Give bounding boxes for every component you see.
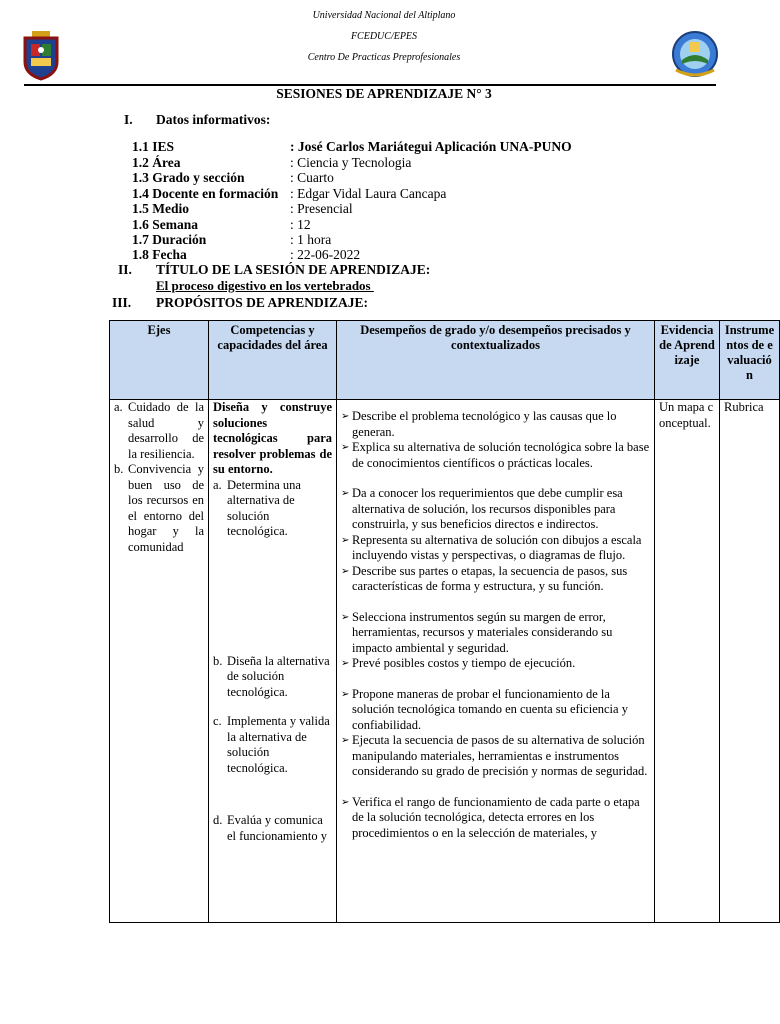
section-1-number: I.	[124, 112, 133, 127]
capacidad-text: Diseña la alternativa de solución tecnológica.	[227, 653, 330, 699]
capacidad-item	[213, 654, 332, 701]
table-header-row	[110, 321, 780, 400]
info-value: : 12	[290, 217, 311, 232]
arrow-bullet-icon: ➢	[341, 534, 350, 546]
eje-marker: a.	[114, 400, 123, 414]
capacidad-marker: a.	[213, 477, 222, 492]
eje-text: Convivencia y buen uso de los recursos en el entorno del hogar y la comunidad	[128, 462, 204, 554]
desempeno-item	[341, 486, 650, 533]
header-desempenos: Desempeños de grado y/o desempeños precisados y contextualizados	[337, 321, 655, 400]
desempeno-text: Ejecuta la secuencia de pasos de su alternativa de solución manipulando materiales, herramientas e instrumentos considerando su grado de precisión y normas de seguridad.	[352, 733, 648, 778]
desempeno-item	[341, 440, 650, 471]
section-3-number: III.	[112, 295, 132, 310]
info-label: 1.4 Docente en formación	[132, 186, 279, 201]
center-name: Centro De Practicas Preprofesionales	[307, 52, 461, 63]
desempeno-item	[341, 409, 650, 440]
arrow-bullet-icon: ➢	[341, 611, 350, 623]
desempeno-text: Describe el problema tecnológico y las causas que lo generan.	[352, 409, 617, 439]
arrow-bullet-icon: ➢	[341, 688, 350, 700]
info-value: : 22-06-2022	[290, 247, 361, 262]
eje-item	[114, 462, 204, 555]
capacidad-marker: b.	[213, 653, 223, 668]
desempenos-cell	[337, 400, 655, 923]
info-value: : Edgar Vidal Laura Cancapa	[290, 186, 447, 201]
university-name: Universidad Nacional del Altiplano	[312, 10, 456, 21]
page-title: SESIONES DE APRENDIZAJE N° 3	[276, 86, 492, 101]
arrow-bullet-icon: ➢	[341, 442, 350, 453]
info-value: : José Carlos Mariátegui Aplicación UNA-PUNO	[290, 139, 572, 154]
header-competencias: Competencias y capacidades del área	[209, 321, 337, 400]
capacidad-text: Implementa y valida la alternativa de solución tecnológica.	[227, 714, 330, 775]
capacidad-text: Determina una alternativa de solución tecnológica.	[227, 477, 301, 538]
eje-item	[114, 400, 204, 462]
eje-text: Cuidado de la salud y desarrollo de la resiliencia.	[128, 400, 204, 461]
desempeno-item	[341, 610, 650, 657]
info-label: 1.3 Grado y sección	[132, 170, 245, 185]
info-label: 1.8 Fecha	[132, 247, 187, 262]
desempeno-text: Verifica el rango de funcionamiento de cada parte o etapa de la solución tecnológica, detecta errores en los procedimientos o en la selección de materiales, y	[352, 794, 640, 840]
capacidad-item	[213, 714, 332, 776]
info-value: : 1 hora	[290, 232, 332, 247]
header-instrumentos: Instrumentos de evaluación	[720, 321, 780, 400]
section-2-label: TÍTULO DE LA SESIÓN DE APRENDIZAJE:	[156, 262, 431, 277]
arrow-bullet-icon: ➢	[341, 565, 350, 577]
table-row	[110, 400, 780, 923]
capacidad-text: Evalúa y comunica el funcionamiento y	[227, 813, 327, 843]
section-3-label: PROPÓSITOS DE APRENDIZAJE:	[156, 295, 369, 310]
info-value: : Cuarto	[290, 170, 334, 185]
header-evidencia: Evidencia de Aprendizaje	[655, 321, 720, 400]
learning-purposes-table	[109, 320, 780, 923]
section-2-number: II.	[118, 262, 132, 277]
ejes-cell	[110, 400, 209, 923]
desempeno-text: Prevé posibles costos y tiempo de ejecución.	[352, 656, 576, 670]
desempeno-item	[341, 687, 650, 734]
instrumentos-cell: Rubrica	[720, 400, 780, 923]
desempeno-text: Propone maneras de probar el funcionamiento de la solución tecnológica tomando en cuenta su eficiencia y confiabilidad.	[352, 686, 628, 732]
arrow-bullet-icon: ➢	[341, 488, 350, 499]
competencia-title: Diseña y construye soluciones tecnológicas para resolver problemas de su entorno.	[213, 400, 332, 476]
capacidad-marker: d.	[213, 813, 223, 827]
info-value: : Ciencia y Tecnologia	[290, 155, 412, 170]
desempeno-text: Da a conocer los requerimientos que debe cumplir esa alternativa de solución, los recursos disponibles para construirla, y sus beneficios directos e indirectos.	[352, 486, 623, 531]
eje-marker: b.	[114, 462, 124, 476]
desempeno-item	[341, 564, 650, 595]
header-ejes: Ejes	[110, 321, 209, 400]
arrow-bullet-icon: ➢	[341, 735, 350, 746]
info-value: : Presencial	[290, 201, 353, 216]
capacidad-item	[213, 478, 332, 540]
capacidad-marker: c.	[213, 714, 222, 728]
info-label: 1.5 Medio	[132, 201, 189, 216]
arrow-bullet-icon: ➢	[341, 411, 350, 422]
desempeno-item	[341, 656, 650, 672]
info-label: 1.7 Duración	[132, 232, 207, 247]
session-title: El proceso digestivo en los vertebrados	[156, 278, 374, 293]
competencias-cell	[209, 400, 337, 923]
desempeno-text: Selecciona instrumentos según su margen de error, herramientas, recursos y materiales considerando su impacto ambiental y seguridad.	[352, 609, 613, 655]
desempeno-item	[341, 795, 650, 842]
info-label: 1.2 Área	[132, 155, 181, 170]
desempeno-text: Describe sus partes o etapas, la secuencia de pasos, sus características de forma y estructura, y su función.	[352, 563, 628, 593]
section-1-label: Datos informativos:	[156, 112, 271, 127]
faculty-name: FCEDUC/EPES	[350, 31, 418, 42]
info-label: 1.6 Semana	[132, 217, 199, 232]
capacidad-item	[213, 813, 332, 844]
desempeno-item	[341, 733, 650, 780]
arrow-bullet-icon: ➢	[341, 796, 350, 808]
arrow-bullet-icon: ➢	[341, 658, 350, 669]
evidencia-cell: Un mapa conceptual.	[655, 400, 720, 923]
desempeno-item	[341, 533, 650, 564]
desempeno-text: Explica su alternativa de solución tecnológica sobre la base de conocimientos científicos o prácticas locales.	[352, 440, 650, 470]
info-label: 1.1 IES	[132, 139, 175, 154]
desempeno-text: Representa su alternativa de solución con dibujos a escala incluyendo vistas y perspectivas, o diagramas de flujo.	[352, 532, 642, 562]
